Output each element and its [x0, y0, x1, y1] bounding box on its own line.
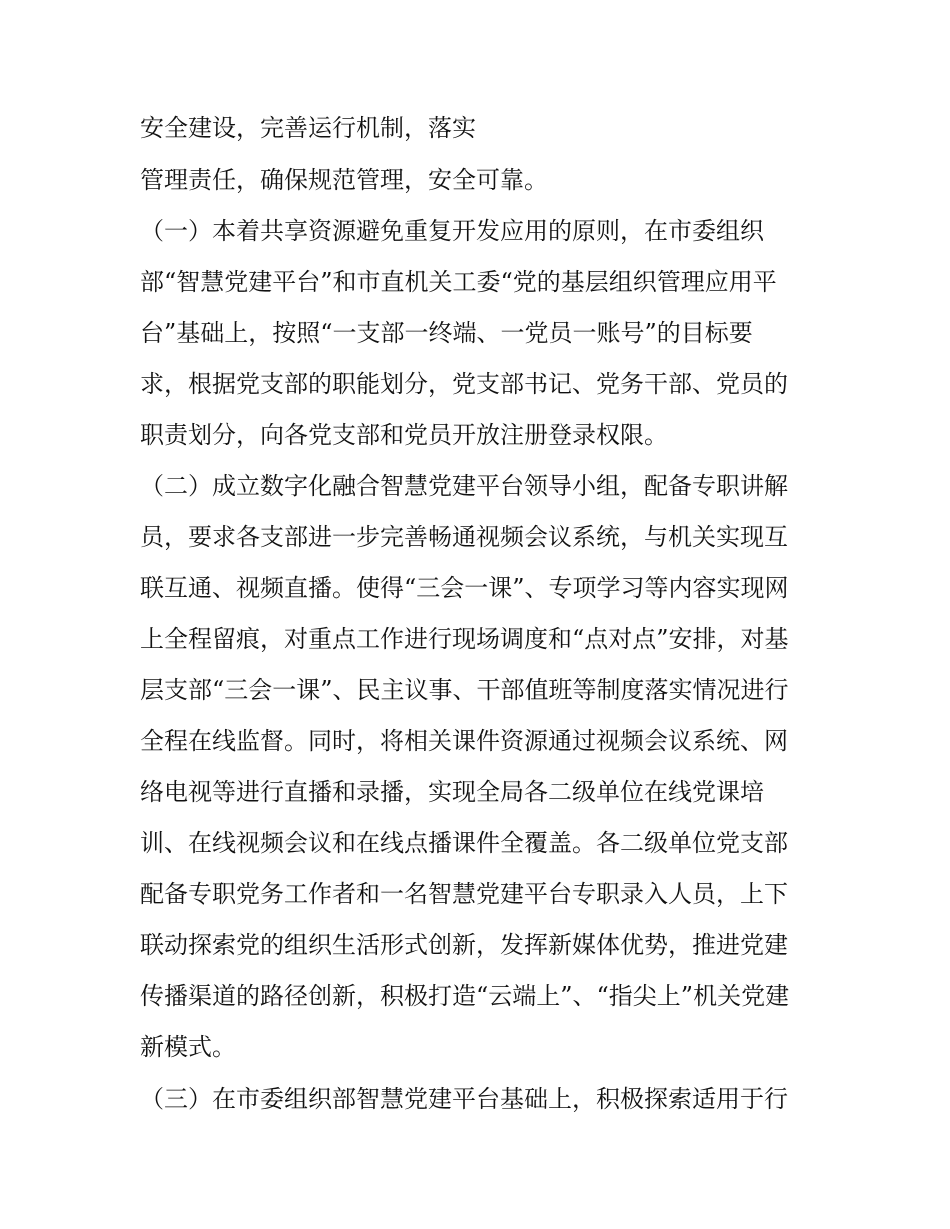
text-line: 联动探索党的组织生活形式创新，发挥新媒体优势，推进党建 [140, 931, 788, 959]
text-line: 员，要求各支部进一步完善畅通视频会议系统，与机关实现互 [140, 523, 788, 551]
text-line: 职责划分，向各党支部和党员开放注册登录权限。 [140, 421, 668, 449]
text-line: 训、在线视频会议和在线点播课件全覆盖。各二级单位党支部 [140, 829, 788, 857]
text-line: 管理责任，确保规范管理，安全可靠。 [140, 166, 548, 194]
text-line: 配备专职党务工作者和一名智慧党建平台专职录入人员，上下 [140, 880, 788, 908]
text-line: 台”基础上，按照“一支部一终端、一党员一账号”的目标要 [140, 319, 753, 347]
text-line: 部“智慧党建平台”和市直机关工委“党的基层组织管理应用平 [140, 268, 777, 296]
text-line: 上全程留痕，对重点工作进行现场调度和“点对点”安排，对基 [140, 625, 789, 653]
text-line: 层支部“三会一课”、民主议事、干部值班等制度落实情况进行 [140, 676, 789, 704]
text-line: 联互通、视频直播。使得“三会一课”、专项学习等内容实现网 [140, 574, 789, 602]
text-line: 传播渠道的路径创新，积极打造“云端上”、“指尖上”机关党建 [140, 982, 790, 1010]
text-line: 全程在线监督。同时，将相关课件资源通过视频会议系统、网 [140, 727, 788, 755]
text-line: 络电视等进行直播和录播，实现全局各二级单位在线党课培 [140, 778, 764, 806]
paragraph-1-start: （一）本着共享资源避免重复开发应用的原则，在市委组织 [140, 217, 764, 245]
text-line: 安全建设，完善运行机制，落实 [140, 114, 476, 142]
text-line: 新模式。 [140, 1033, 236, 1061]
paragraph-3-start: （三）在市委组织部智慧党建平台基础上，积极探索适用于行 [140, 1085, 788, 1113]
text-line: 求，根据党支部的职能划分，党支部书记、党务干部、党员的 [140, 370, 788, 398]
paragraph-2-start: （二）成立数字化融合智慧党建平台领导小组，配备专职讲解 [140, 472, 788, 500]
